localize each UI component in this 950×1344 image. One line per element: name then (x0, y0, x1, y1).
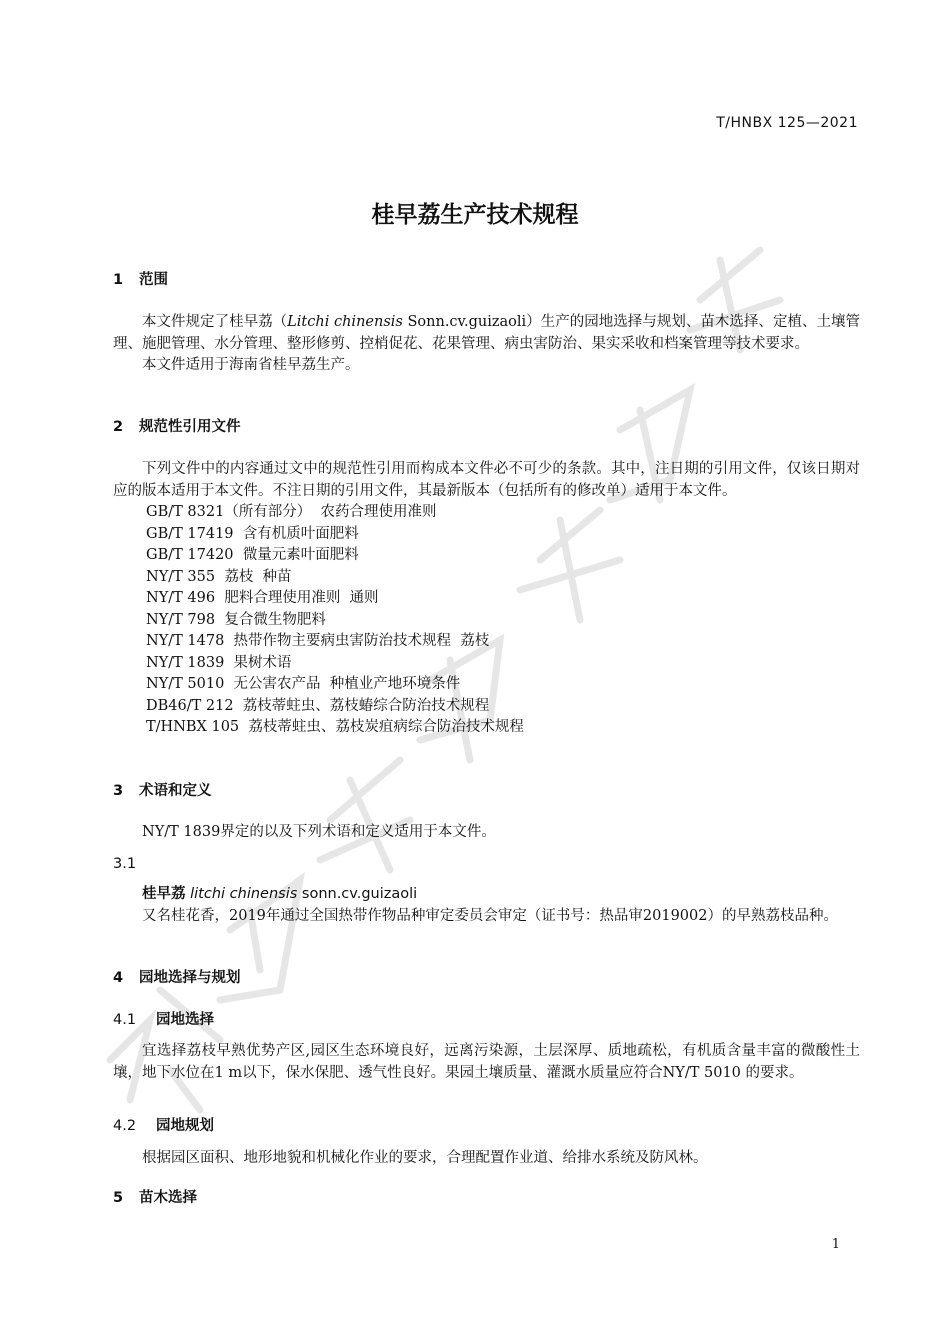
section-number: 1 (113, 272, 124, 288)
term-latin: litchi chinensis (190, 886, 298, 902)
term-chinese: 桂早荔 (142, 886, 186, 902)
section-1-body (113, 312, 860, 377)
term-3-1 (113, 854, 860, 876)
section-title: 园地选择与规划 (139, 970, 241, 986)
site-selection-paragraph: 宜选择荔枝早熟优势产区,园区生态环境良好，远离污染源，土层深厚、质地疏松，有机质含量丰富的微酸性土壤，地下水位在1 m以下，保水保肥、透气性良好。果园土壤质量、灌溉水质量应符合NY/T 5010 的要求。 (113, 1043, 860, 1081)
applicability-paragraph: 本文件适用于海南省桂早荔生产。 (142, 357, 360, 373)
section-4 (113, 968, 860, 990)
section-1 (113, 270, 860, 292)
reference-item: T/HNBX 105 荔枝蒂蛀虫、荔枝炭疽病综合防治技术规程 (146, 719, 524, 735)
reference-item: GB/T 17420 微量元素叶面肥料 (146, 547, 359, 563)
reference-item: NY/T 798 复合微生物肥料 (146, 611, 326, 628)
section-title: 术语和定义 (139, 783, 212, 799)
term-definition: 又名桂花香，2019年通过全国热带作物品种审定委员会审定（证书号：热品审2019002）的早熟荔枝品种。 (142, 907, 838, 924)
subsection-title: 园地规划 (156, 1118, 214, 1134)
subsection-title: 园地选择 (156, 1012, 214, 1028)
references-intro: 下列文件中的内容通过文中的规范性引用而构成本文件必不可少的条款。其中，注日期的引用文件，仅该日期对应的版本适用于本文件。不注日期的引用文件，其最新版本（包括所有的修改单）适用于本文件。 (113, 461, 860, 499)
section-3-heading (113, 781, 860, 803)
section-2 (113, 417, 860, 439)
term-number: 3.1 (113, 856, 137, 872)
term-cultivar: sonn.cv.guizaoli (301, 886, 418, 902)
subsection-4-1 (113, 1010, 860, 1032)
section-number: 4 (113, 970, 124, 986)
section-number: 2 (113, 419, 124, 435)
reference-item: NY/T 1839 果树术语 (146, 654, 292, 671)
cultivar-name: Sonn.cv.guizaoli (407, 314, 527, 330)
term-3-1-body (113, 884, 860, 927)
scope-text-prefix: 本文件规定了桂早荔（ (142, 314, 288, 330)
site-planning-paragraph: 根据园区面积、地形地貌和机械化作业的要求，合理配置作业道、给排水系统及防风林。 (142, 1150, 708, 1166)
subsection-4-2-heading (113, 1116, 860, 1138)
section-5 (113, 1188, 860, 1210)
term-entry (113, 884, 860, 906)
section-4-heading (113, 968, 860, 990)
reference-item: NY/T 1478 热带作物主要病虫害防治技术规程 荔枝 (146, 633, 490, 649)
subsection-4-2 (113, 1116, 860, 1138)
section-3 (113, 781, 860, 803)
section-2-heading (113, 417, 860, 439)
reference-item: NY/T 5010 无公害农产品 种植业产地环境条件 (146, 676, 461, 692)
subsection-number: 4.2 (113, 1118, 137, 1134)
reference-item: GB/T 17419 含有机质叶面肥料 (146, 525, 359, 542)
reference-item: GB/T 8321（所有部分） 农药合理使用准则 (146, 504, 437, 520)
standard-code: T/HNBX 125—2021 (716, 115, 858, 131)
page-number: 1 (831, 1237, 840, 1252)
section-number: 5 (113, 1190, 124, 1206)
subsection-4-2-body (113, 1148, 860, 1170)
subsection-4-1-heading (113, 1010, 860, 1032)
document-title: 桂早荔生产技术规程 (371, 202, 579, 228)
terms-intro: NY/T 1839界定的以及下列术语和定义适用于本文件。 (142, 824, 496, 840)
reference-item: DB46/T 212 荔枝蒂蛀虫、荔枝蝽综合防治技术规程 (146, 697, 490, 714)
section-title: 范围 (139, 272, 168, 288)
section-3-body (113, 822, 860, 844)
subsection-number: 4.1 (113, 1012, 137, 1028)
subsection-4-1-body (113, 1041, 860, 1084)
section-title: 苗木选择 (139, 1190, 197, 1206)
scope-paragraph (113, 312, 860, 355)
section-title: 规范性引用文件 (139, 419, 241, 435)
section-number: 3 (113, 783, 124, 799)
section-1-heading (113, 270, 860, 292)
section-5-heading (113, 1188, 860, 1210)
latin-name: Litchi chinensis (287, 314, 403, 330)
reference-item: NY/T 355 荔枝 种苗 (146, 568, 292, 585)
scope-text-suffix: ）生产的园地选择与规划、苗木选择、定植、土壤管理、施肥管理、水分管理、整形修剪、控梢促花、花果管理、病虫害防治、果实采收和档案管理等技术要求。 (113, 314, 861, 352)
reference-item: NY/T 496 肥料合理使用准则 通则 (146, 590, 379, 606)
section-2-body (113, 459, 860, 739)
